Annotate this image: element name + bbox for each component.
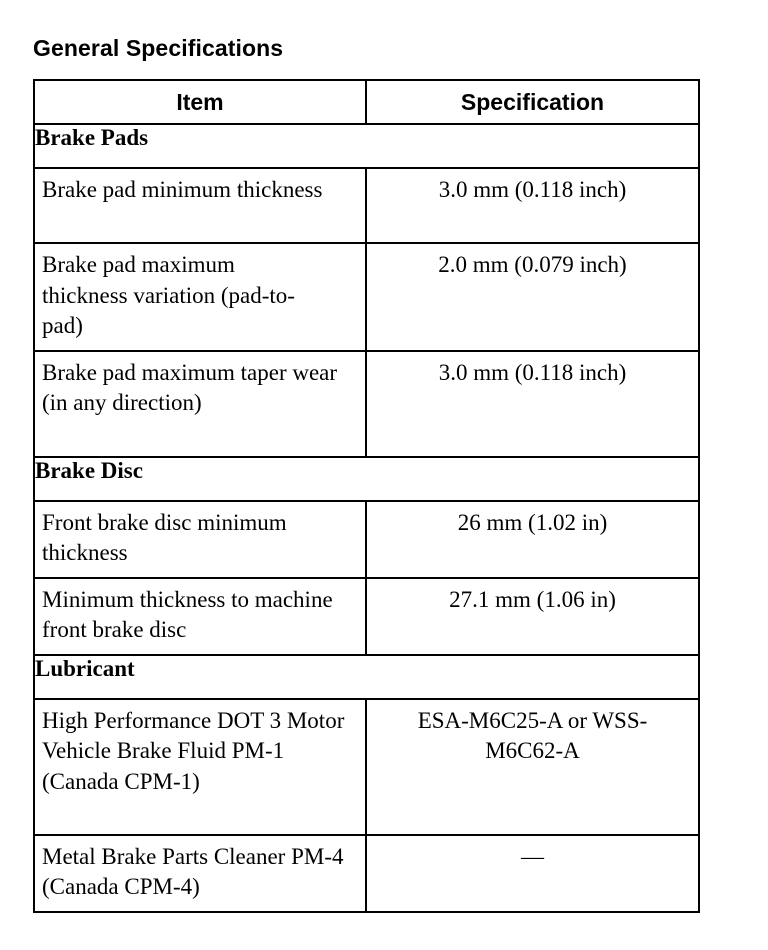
table-row xyxy=(34,501,699,578)
item-name: Brake pad maximum taper wear (in any direction) xyxy=(34,351,366,457)
table-row xyxy=(34,578,699,655)
section-title: Brake Pads xyxy=(34,124,699,168)
page-title: General Specifications xyxy=(33,35,284,61)
table-row xyxy=(34,168,699,243)
table-row xyxy=(34,243,699,351)
item-name: Minimum thickness to machine front brake disc xyxy=(34,578,366,655)
item-spec: 27.1 mm (1.06 in) xyxy=(366,578,699,655)
column-header-item: Item xyxy=(34,80,366,124)
table-header-row xyxy=(34,80,699,124)
section-row-brake-disc xyxy=(34,457,699,501)
table-row xyxy=(34,351,699,457)
column-header-specification: Specification xyxy=(366,80,699,124)
item-spec: 3.0 mm (0.118 inch) xyxy=(366,168,699,243)
item-name: Brake pad minimum thickness xyxy=(34,168,366,243)
section-title: Lubricant xyxy=(34,655,699,699)
item-name: Metal Brake Parts Cleaner PM-4 (Canada CPM-4) xyxy=(34,835,366,912)
item-spec: — xyxy=(366,835,699,912)
specifications-table xyxy=(33,79,700,913)
item-spec: 26 mm (1.02 in) xyxy=(366,501,699,578)
section-row-brake-pads xyxy=(34,124,699,168)
section-title: Brake Disc xyxy=(34,457,699,501)
item-name: High Performance DOT 3 Motor Vehicle Brake Fluid PM-1 (Canada CPM-1) xyxy=(34,699,366,835)
item-name: Brake pad maximum thickness variation (pad-to-pad) xyxy=(34,243,366,351)
section-row-lubricant xyxy=(34,655,699,699)
item-spec: 3.0 mm (0.118 inch) xyxy=(366,351,699,457)
table-row xyxy=(34,699,699,835)
item-spec: ESA-M6C25-A or WSS-M6C62-A xyxy=(366,699,699,835)
item-name: Front brake disc minimum thickness xyxy=(34,501,366,578)
table-row xyxy=(34,835,699,912)
item-spec: 2.0 mm (0.079 inch) xyxy=(366,243,699,351)
